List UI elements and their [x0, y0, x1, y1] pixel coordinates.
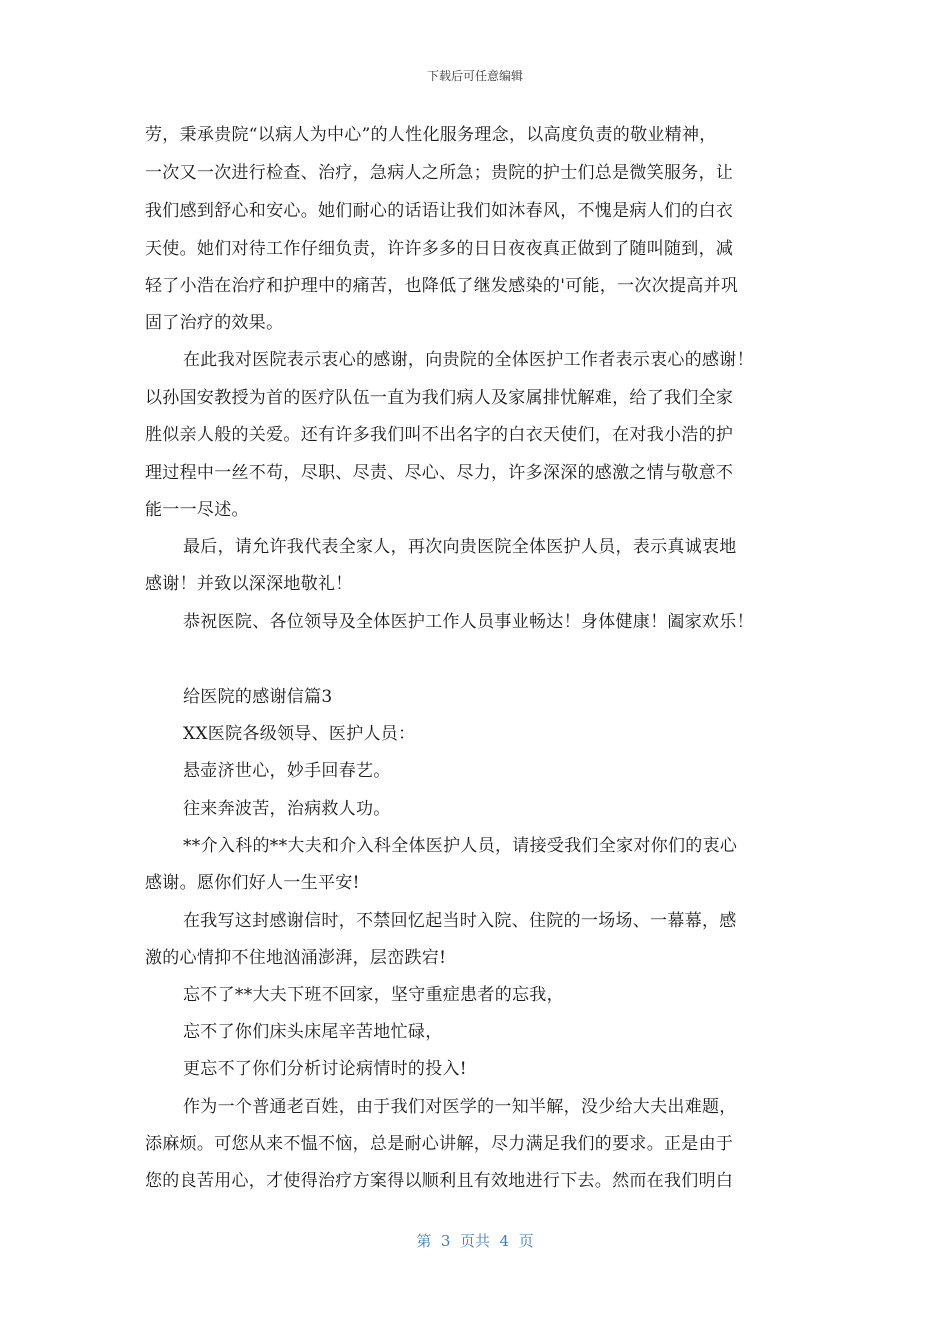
text-line: 一次又一次进行检查、治疗，急病人之所急；贵院的护士们总是微笑服务，让 — [145, 163, 734, 183]
page-number-footer: 第 3 页共 4 页 — [416, 1232, 534, 1250]
text-line: 感谢！并致以深深地敬礼！ — [145, 574, 353, 594]
verse-line: 往来奔波苦，治病救人功。 — [183, 799, 391, 819]
text-line: 忘不了**大夫下班不回家，坚守重症患者的忘我， — [183, 985, 564, 1005]
text-line: 能一一尽述。 — [145, 500, 249, 520]
text-line: 我们感到舒心和安心。她们耐心的话语让我们如沐春风，不愧是病人们的白衣 — [145, 201, 734, 221]
section-title: 给医院的感谢信篇3 — [183, 687, 333, 707]
text-line: 您的良苦用心，才使得治疗方案得以顺利且有效地进行下去。然而在我们明白 — [145, 1171, 734, 1191]
paragraph-start-line: **介入科的**大夫和介入科全体医护人员，请接受我们全家对你们的衷心 — [183, 836, 738, 856]
text-line: 激的心情抑不住地汹涌澎湃，层峦跌宕! — [145, 948, 447, 968]
text-line: 忘不了你们床头床尾辛苦地忙碌， — [183, 1022, 443, 1042]
text-line: 轻了小浩在治疗和护理中的痛苦，也降低了继发感染的'可能，一次次提高并巩 — [145, 276, 739, 296]
text-line: 添麻烦。可您从来不愠不恼，总是耐心讲解，尽力满足我们的要求。正是由于 — [145, 1134, 734, 1154]
salutation: XX医院各级领导、医护人员： — [183, 724, 416, 744]
text-line: 劳，秉承贵院“以病人为中心”的人性化服务理念，以高度负责的敬业精神， — [145, 125, 717, 145]
text-line: 以孙国安教授为首的医疗队伍一直为我们病人及家属排忧解难，给了我们全家 — [145, 388, 734, 408]
text-line: 更忘不了你们分析讨论病情时的投入! — [183, 1059, 467, 1079]
closing-wishes-line: 恭祝医院、各位领导及全体医护工作人员事业畅达！身体健康！阖家欢乐！ — [183, 612, 754, 632]
paragraph-start-line: 在此我对医院表示衷心的感谢，向贵院的全体医护工作者表示衷心的感谢！ — [183, 350, 754, 370]
text-line: 固了治疗的效果。 — [145, 313, 284, 333]
paragraph-start-line: 在我写这封感谢信时，不禁回忆起当时入院、住院的一场场、一幕幕，感 — [183, 911, 737, 931]
text-line: 胜似亲人般的关爱。还有许多我们叫不出名字的白衣天使们，在对我小浩的护 — [145, 425, 734, 445]
paragraph-start-line: 最后，请允许我代表全家人，再次向贵医院全体医护人员，表示真诚衷地 — [183, 537, 737, 557]
text-line: 感谢。愿你们好人一生平安! — [145, 873, 360, 893]
verse-line: 悬壶济世心，妙手回春艺。 — [183, 761, 391, 781]
paragraph-start-line: 作为一个普通老百姓，由于我们对医学的一知半解，没少给大夫出难题， — [183, 1097, 737, 1117]
page-header: 下载后可任意编辑 — [426, 69, 523, 83]
text-line: 天使。她们对待工作仔细负责，许许多多的日日夜夜真正做到了随叫随到，减 — [145, 239, 734, 259]
text-line: 理过程中一丝不苟，尽职、尽责、尽心、尽力，许多深深的感激之情与敬意不 — [145, 463, 734, 483]
